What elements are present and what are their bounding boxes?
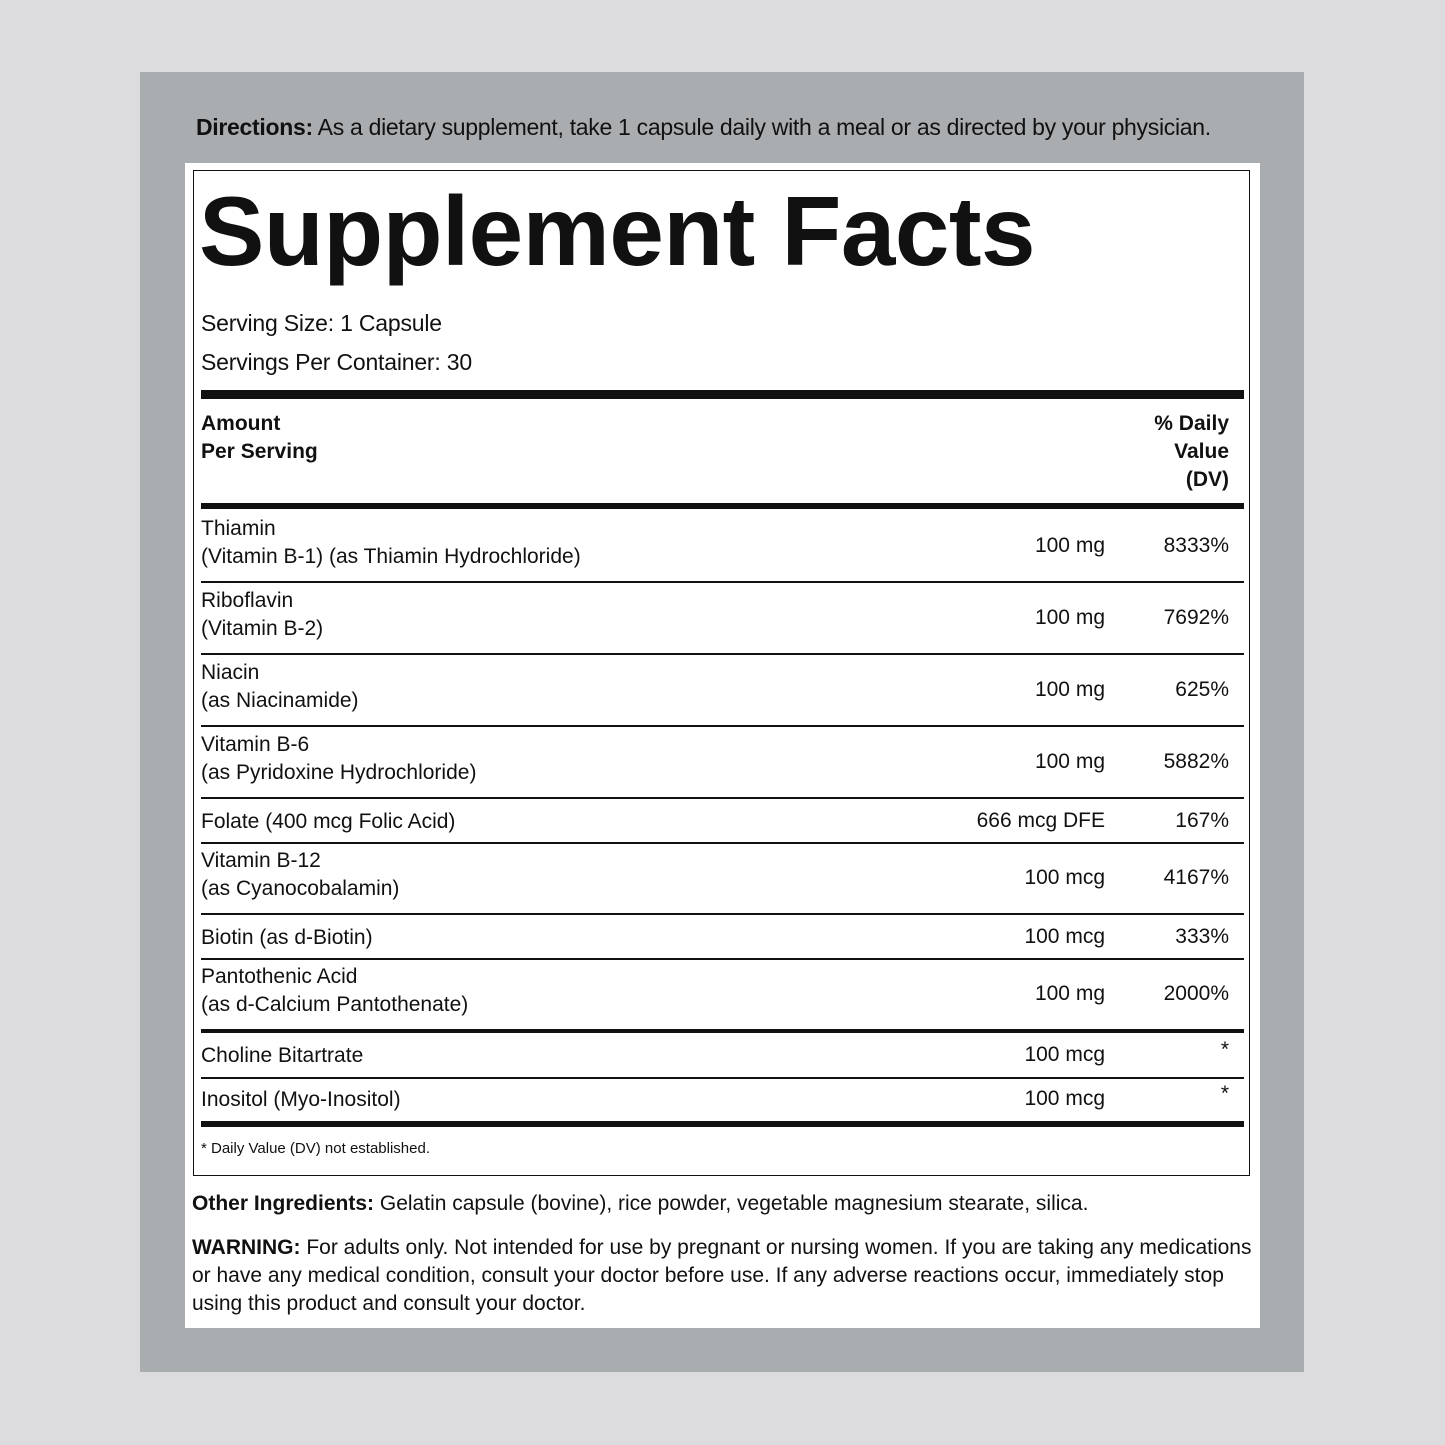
nutrient-dv: *: [1220, 1082, 1229, 1105]
nutrient-subname: (Vitamin B-2): [201, 617, 324, 640]
row-divider: [201, 797, 1244, 799]
warning: [192, 1234, 1257, 1318]
nutrient-dv: 4167%: [1163, 866, 1229, 889]
nutrient-name: [201, 731, 476, 787]
other-ingredients: [192, 1192, 1088, 1216]
nutrient-subname: (as Pyridoxine Hydrochloride): [201, 761, 477, 784]
nutrient-name: [201, 924, 373, 952]
nutrient-dv: 167%: [1175, 808, 1229, 832]
nutrient-name: [201, 587, 323, 643]
nutrient-row: [201, 585, 1244, 653]
nutrient-amount: 100 mg: [1034, 678, 1105, 701]
nutrient-row: [201, 1079, 1244, 1121]
nutrient-row: [201, 961, 1244, 1029]
nutrient-row: [201, 845, 1244, 913]
dv-header: [1154, 410, 1229, 494]
amount-header-line: Amount: [201, 412, 281, 435]
nutrient-amount: 666 mcg DFE: [976, 808, 1105, 832]
row-divider: [201, 1077, 1244, 1079]
row-divider: [201, 725, 1244, 727]
nutrient-name-line: Vitamin B-12: [201, 849, 321, 872]
dv-header-line: % Daily: [1154, 412, 1229, 435]
nutrient-name: [201, 515, 581, 571]
row-divider: [201, 958, 1244, 960]
warning-label: WARNING:: [192, 1236, 301, 1259]
nutrient-row: [201, 657, 1244, 725]
row-divider: [201, 581, 1244, 583]
nutrient-dv: *: [1220, 1038, 1229, 1061]
warning-text: For adults only. Not intended for use by pregnant or nursing women. If you are taking any medications or have any medical condition, consult your doctor before use. If any adverse reactions occur, immediately stop using this product and consult your doctor.: [192, 1236, 1252, 1315]
nutrient-name-line: Thiamin: [201, 517, 276, 540]
section-rule: [201, 1029, 1244, 1033]
nutrient-amount: 100 mcg: [1024, 924, 1105, 948]
nutrient-subname: (as d-Calcium Pantothenate): [201, 993, 469, 1016]
nutrient-name-line: Niacin: [201, 661, 260, 684]
nutrient-name: [201, 808, 455, 836]
nutrient-name-line: Choline Bitartrate: [201, 1044, 364, 1067]
nutrient-dv: 7692%: [1163, 606, 1229, 629]
nutrient-dv: 2000%: [1163, 982, 1229, 1005]
nutrient-row: [201, 513, 1244, 581]
nutrient-amount: 100 mcg: [1024, 1087, 1105, 1110]
dv-header-line: Value: [1174, 440, 1229, 463]
nutrient-dv: 333%: [1175, 924, 1229, 948]
nutrient-name-line: Pantothenic Acid: [201, 965, 358, 988]
nutrient-name-line: Biotin (as d-Biotin): [201, 925, 373, 949]
nutrient-row: [201, 1035, 1244, 1077]
other-ingredients-text: Gelatin capsule (bovine), rice powder, vegetable magnesium stearate, silica.: [379, 1192, 1089, 1215]
servings-per-container: Servings Per Container: 30: [201, 349, 472, 375]
amount-header: [201, 410, 318, 466]
nutrient-subname: (Vitamin B-1) (as Thiamin Hydrochloride): [201, 545, 581, 568]
nutrient-dv: 625%: [1175, 678, 1229, 701]
panel-title: Supplement Facts: [199, 176, 1036, 286]
nutrient-subname: (as Cyanocobalamin): [201, 877, 400, 900]
nutrient-name-line: Riboflavin: [201, 589, 294, 612]
thick-rule: [201, 390, 1244, 399]
nutrient-amount: 100 mg: [1034, 534, 1105, 557]
nutrient-amount: 100 mg: [1034, 606, 1105, 629]
nutrient-name: [201, 1042, 363, 1070]
nutrient-name: [201, 659, 359, 715]
nutrient-name-line: Inositol (Myo-Inositol): [201, 1088, 401, 1111]
nutrient-amount: 100 mcg: [1024, 866, 1105, 889]
nutrient-amount: 100 mg: [1034, 750, 1105, 773]
dv-header-line: (DV): [1185, 468, 1229, 491]
nutrient-dv: 5882%: [1163, 750, 1229, 773]
serving-size: Serving Size: 1 Capsule: [201, 310, 442, 336]
nutrient-row: [201, 917, 1244, 958]
nutrient-row: [201, 801, 1244, 842]
directions: [196, 114, 1211, 141]
nutrient-row: [201, 729, 1244, 797]
row-divider: [201, 913, 1244, 915]
directions-text: As a dietary supplement, take 1 capsule daily with a meal or as directed by your physician.: [317, 114, 1211, 140]
nutrient-subname: (as Niacinamide): [201, 689, 359, 712]
row-divider: [201, 842, 1244, 844]
header-rule: [201, 503, 1244, 509]
nutrient-name-line: Folate (400 mcg Folic Acid): [201, 809, 456, 833]
amount-header-line: Per Serving: [201, 440, 318, 463]
bottom-rule: [201, 1121, 1244, 1127]
row-divider: [201, 653, 1244, 655]
directions-label: Directions:: [196, 114, 313, 140]
nutrient-amount: 100 mcg: [1024, 1043, 1105, 1066]
nutrient-name: [201, 847, 399, 903]
footnote: * Daily Value (DV) not established.: [201, 1140, 430, 1157]
nutrient-name: [201, 1086, 401, 1114]
nutrient-name-line: Vitamin B-6: [201, 733, 310, 756]
other-ingredients-label: Other Ingredients:: [192, 1192, 375, 1215]
nutrient-name: [201, 963, 468, 1019]
nutrient-amount: 100 mg: [1034, 982, 1105, 1005]
nutrient-dv: 8333%: [1163, 534, 1229, 557]
